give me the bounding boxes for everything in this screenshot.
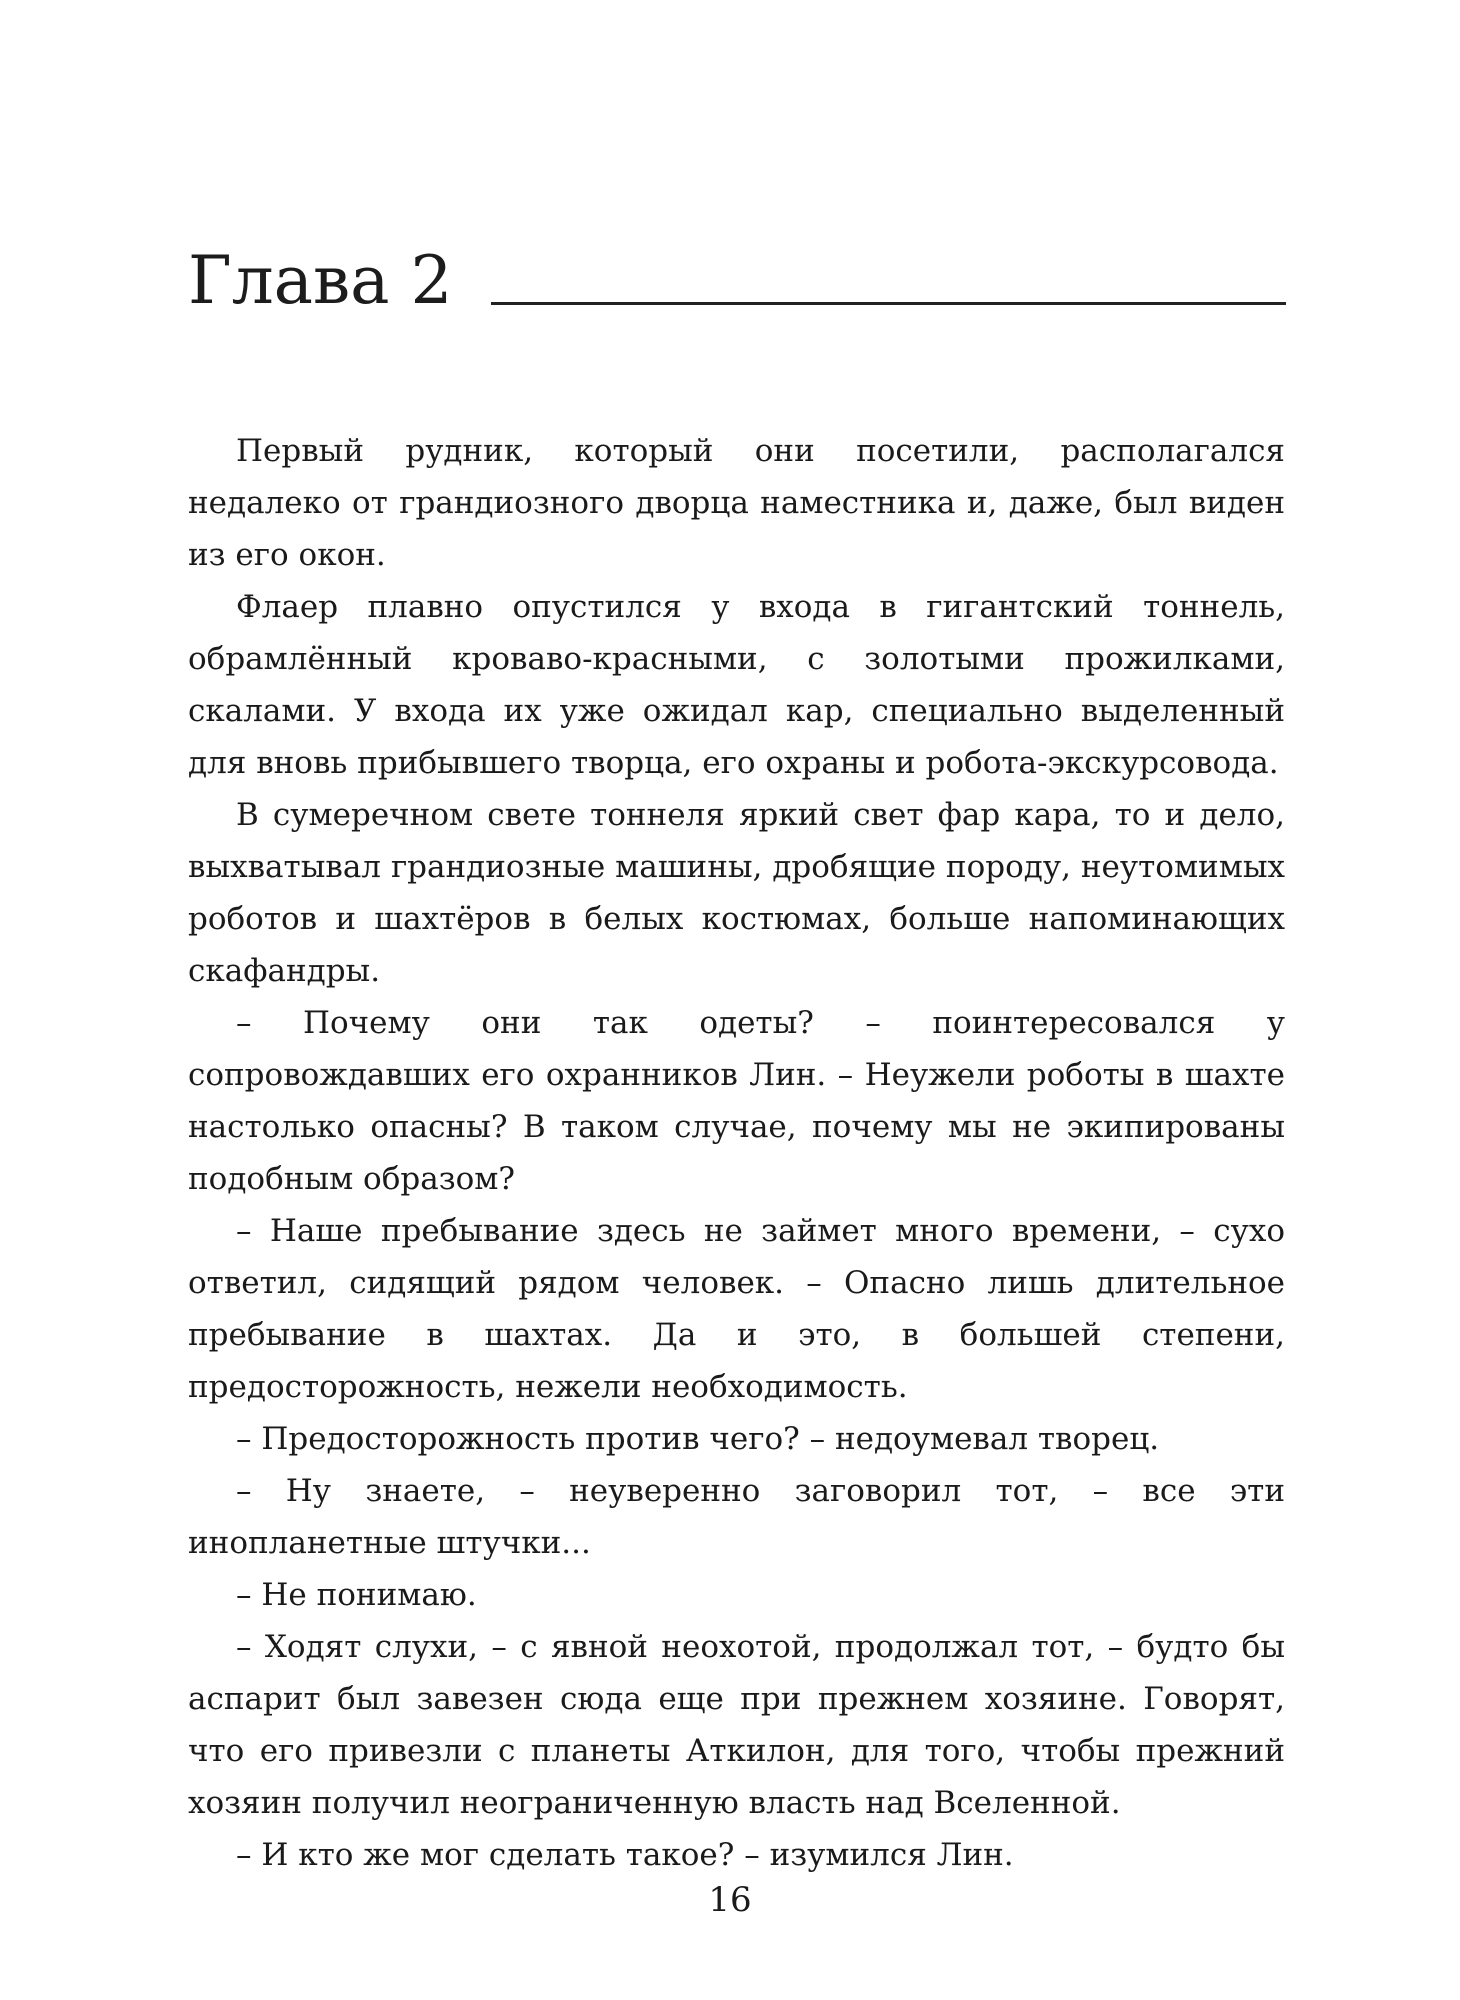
chapter-title: Глава 2 [188,242,453,319]
paragraph: В сумеречном свете тоннеля яркий свет фар кара, то и дело, выхватывал грандиозные машины, дробящие породу, неутомимых роботов и шахтёров в белых костюмах, больше напоминающих скафандры. [188,797,1285,989]
dialogue-paragraph: – Наше пребывание здесь не займет много времени, – сухо ответил, сидящий рядом человек. – Опасно лишь длительное пребывание в шахтах. Да и это, в большей степени, предосторожность, нежели необходимость. [188,1213,1285,1405]
page-number: 16 [708,1880,752,1920]
paragraph: Первый рудник, который они посетили, располагался недалеко от грандиозного дворца наместника и, даже, был виден из его окон. [188,433,1285,573]
dialogue-paragraph: – Ходят слухи, – с явной неохотой, продолжал тот, – будто бы аспарит был завезен сюда еще при прежнем хозяине. Говорят, что его привезли с планеты Аткилон, для того, чтобы прежний хозяин получил неограниченную власть над Вселенной. [188,1629,1285,1821]
dialogue-paragraph: – Предосторожность против чего? – недоумевал творец. [236,1421,1160,1457]
chapter-title-rule [491,302,1286,305]
dialogue-paragraph: – И кто же мог сделать такое? – изумился Лин. [236,1837,1014,1873]
dialogue-paragraph: – Не понимаю. [236,1577,477,1613]
chapter-header [188,236,1286,326]
chapter-body [188,425,1285,1881]
dialogue-paragraph: – Почему они так одеты? – поинтересовался у сопровождавших его охранников Лин. – Неужели роботы в шахте настолько опасны? В таком случае, почему мы не экипированы подобным образом? [188,1005,1285,1197]
dialogue-paragraph: – Ну знаете, – неуверенно заговорил тот, – все эти инопланетные штучки... [188,1473,1285,1561]
paragraph: Флаер плавно опустился у входа в гигантский тоннель, обрамлённый кроваво-красными, с золотыми прожилками, скалами. У входа их уже ожидал кар, специально выделенный для вновь прибывшего творца, его охраны и робота-экскурсовода. [188,589,1285,781]
